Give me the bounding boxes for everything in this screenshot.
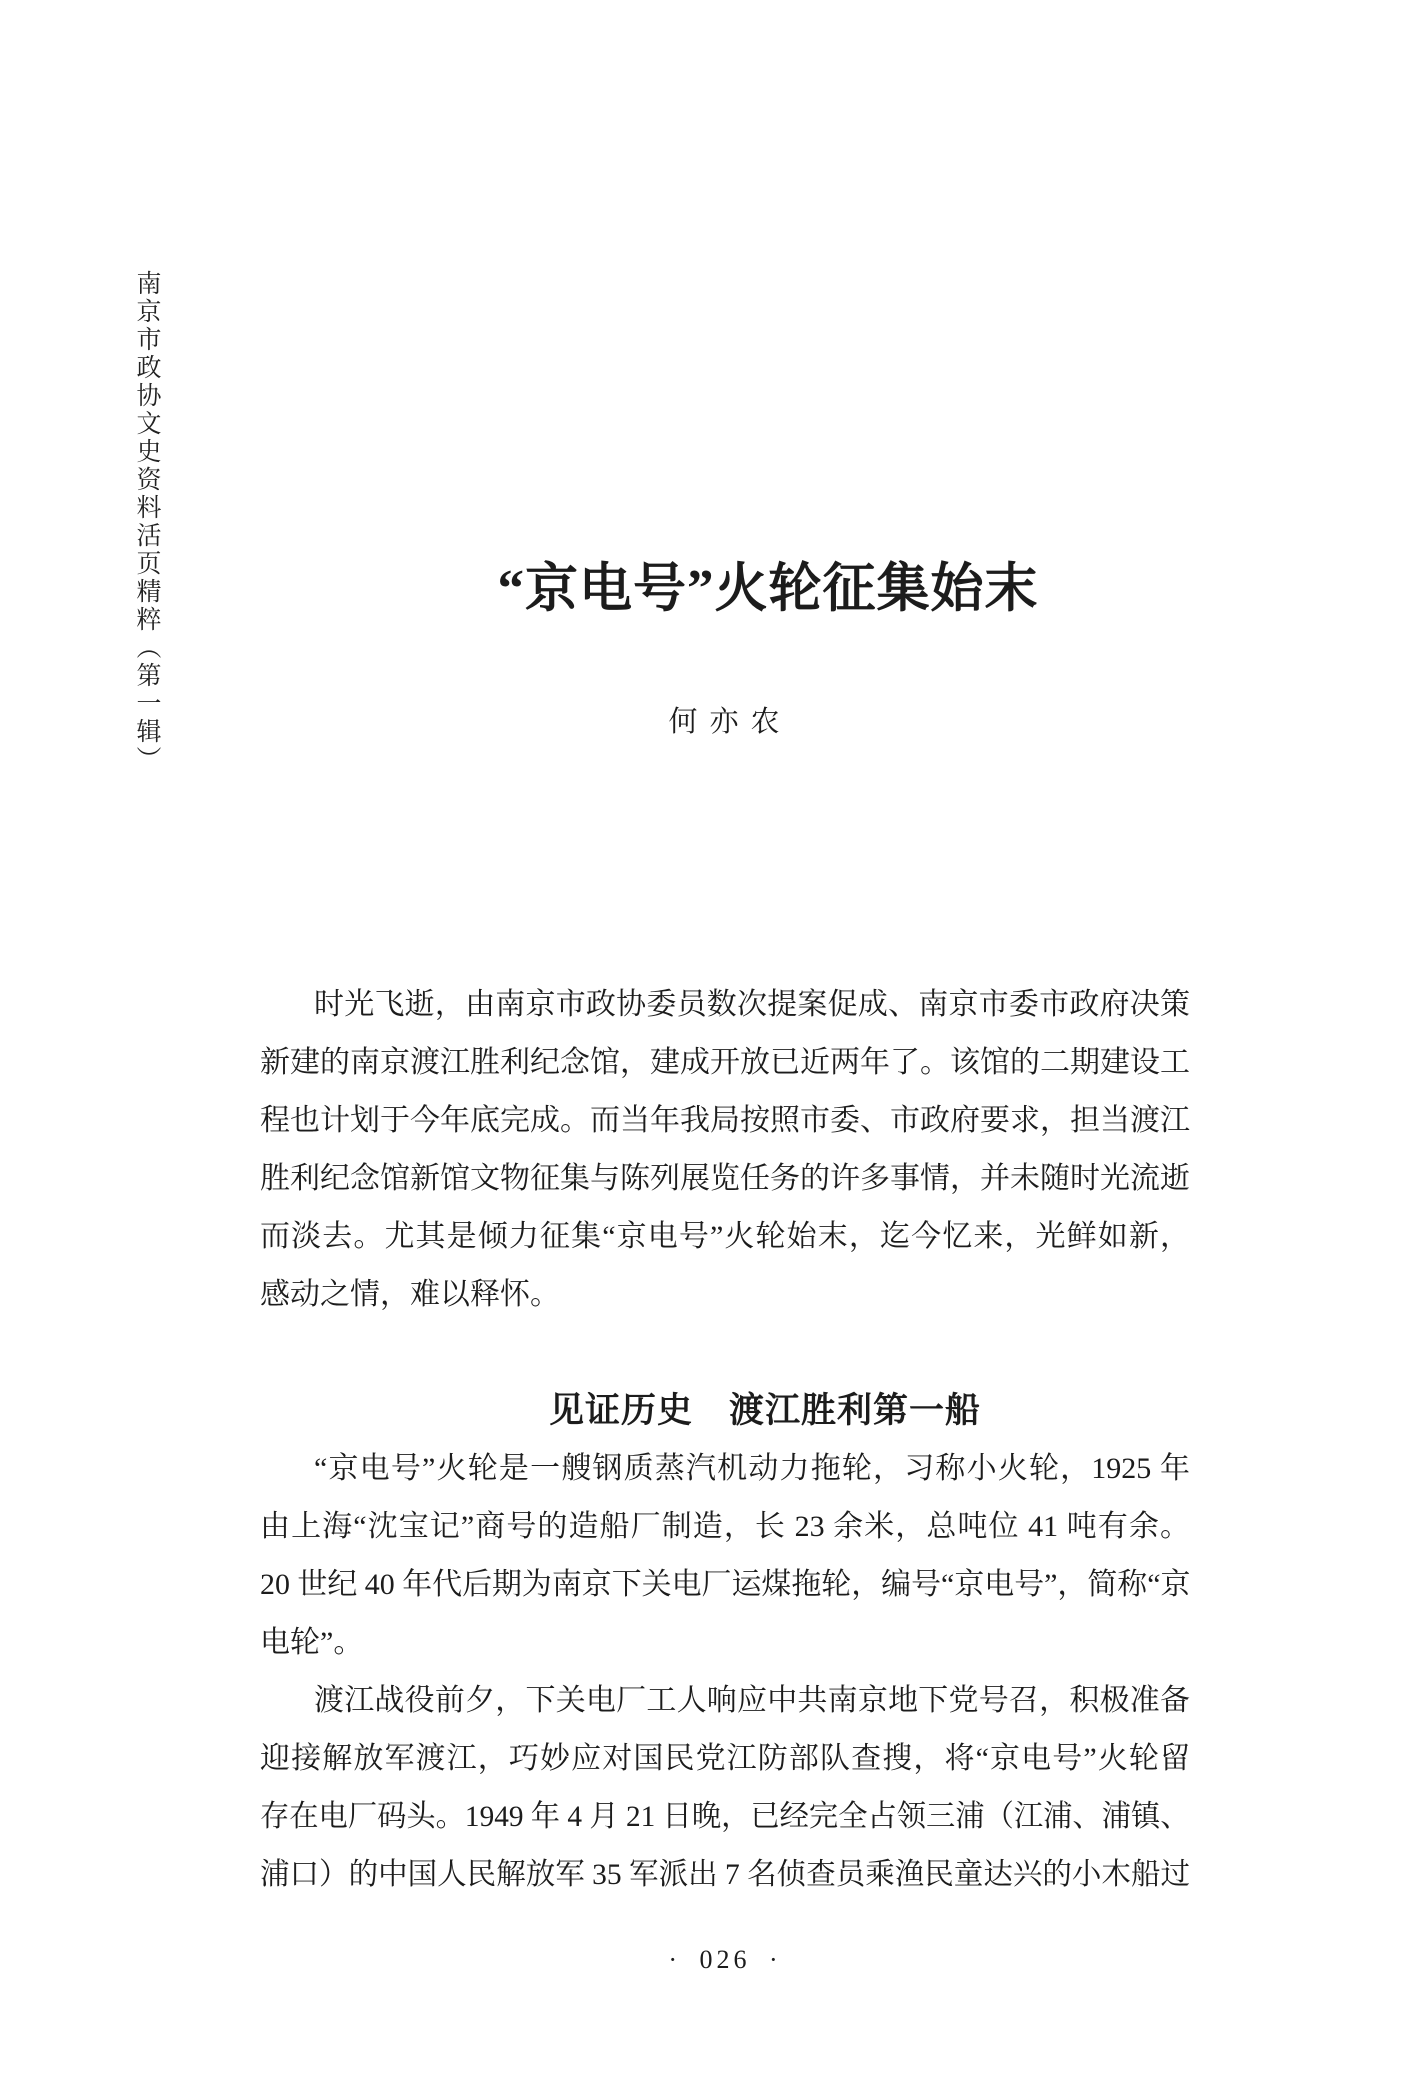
text-line: “京电号”火轮是一艘钢质蒸汽机动力拖轮，习称小火轮，1925 年 [314,1452,1190,1485]
author-area [260,700,1200,744]
body-lines [260,976,1190,1904]
section-heading: 见证历史 渡江胜利第一船 [548,1391,981,1430]
text-line: 电轮”。 [260,1626,364,1659]
text-line: 由上海“沈宝记”商号的造船厂制造，长 23 余米，总吨位 41 吨有余。 [260,1510,1190,1543]
text-line: 20 世纪 40 年代后期为南京下关电厂运煤拖轮，编号“京电号”，简称“京 [260,1568,1191,1601]
spine-vertical-text: 南京市政协文史资料活页精粹（第一辑） [133,270,160,774]
article-title: “京电号”火轮征集始末 [497,560,1039,618]
page-number-area [260,1940,1190,1980]
text-line: 胜利纪念馆新馆文物征集与陈列展览任务的许多事情，并未随时光流逝 [260,1162,1190,1195]
text-line: 程也计划于今年底完成。而当年我局按照市委、市政府要求，担当渡江 [260,1104,1190,1137]
text-line: 渡江战役前夕，下关电厂工人响应中共南京地下党号召，积极准备 [314,1684,1190,1717]
title-area [260,552,1276,626]
article-author: 何亦农 [668,706,792,738]
text-line: 感动之情，难以释怀。 [260,1278,560,1311]
text-line: 存在电厂码头。1949 年 4 月 21 日晚，已经完全占领三浦（江浦、浦镇、 [260,1800,1190,1833]
text-line: 而淡去。尤其是倾力征集“京电号”火轮始末，迄今忆来，光鲜如新， [260,1220,1190,1253]
text-line: 迎接解放军渡江，巧妙应对国民党江防部队查搜，将“京电号”火轮留 [260,1742,1190,1775]
text-line: 新建的南京渡江胜利纪念馆，建成开放已近两年了。该馆的二期建设工 [260,1046,1190,1079]
blank-line [260,1324,1190,1382]
text-line: 浦口）的中国人民解放军 35 军派出 7 名侦查员乘渔民童达兴的小木船过 [260,1858,1190,1891]
page-number: · 026 · [668,1945,782,1974]
text-line: 时光飞逝，由南京市政协委员数次提案促成、南京市委市政府决策 [314,988,1190,1021]
